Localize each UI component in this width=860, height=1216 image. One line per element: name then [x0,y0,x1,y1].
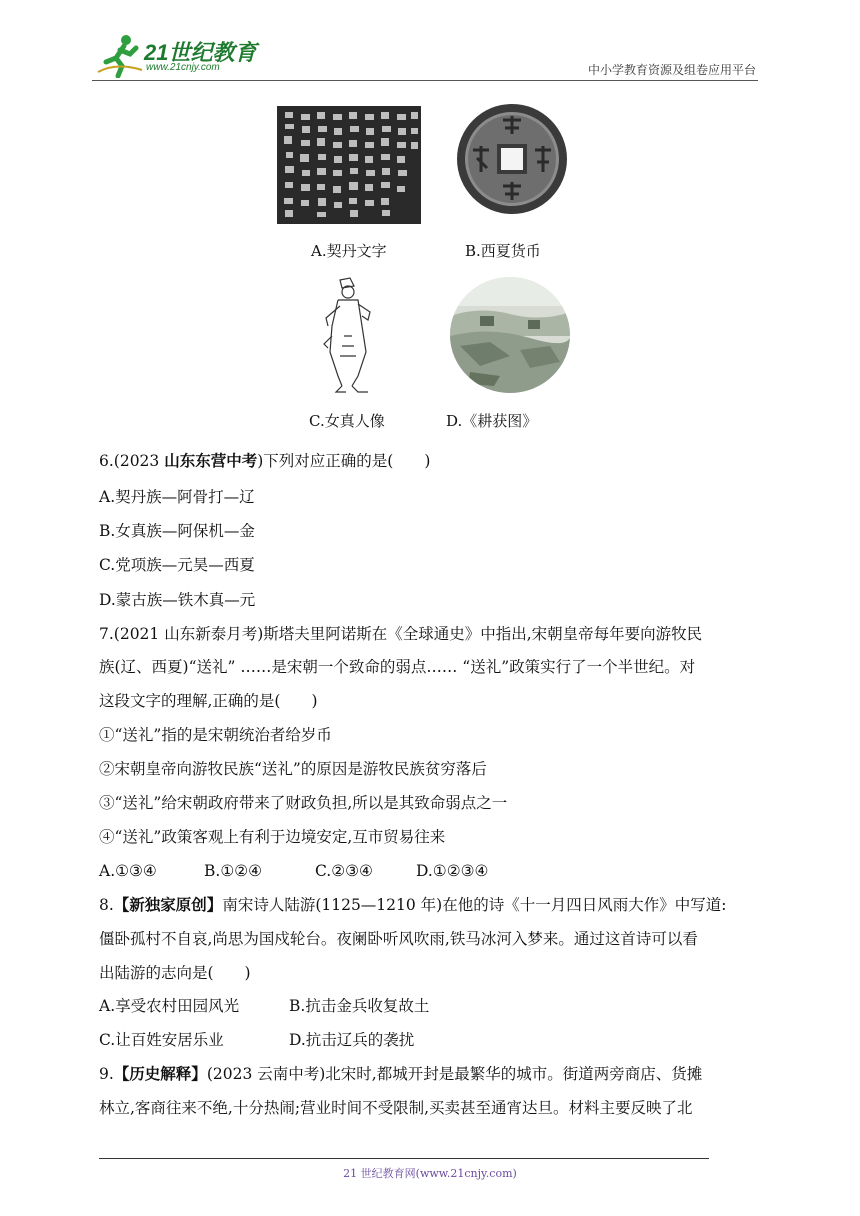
q6-suffix: )下列对应正确的是( ) [257,452,431,470]
logo-url: www.21cnjy.com [146,62,220,73]
q6-option-c: C.党项族—元昊—西夏 [99,556,255,574]
q8-options-row-1 [99,996,430,1016]
q6-source: 山东东营中考 [164,452,258,470]
q7-option-a: A.①③④ [99,862,157,880]
image-caption-b: B.西夏货币 [465,242,541,260]
q8-option-d: D.抗击辽兵的袭扰 [289,1031,415,1049]
q7-statement-1: ①“送礼”指的是宋朝统治者给岁币 [99,726,332,744]
q7-option-d: D.①②③④ [416,862,489,880]
image-caption-d: D.《耕获图》 [446,412,538,430]
header-platform-text: 中小学教育资源及组卷应用平台 [587,63,756,77]
xixia-coin-image [455,102,569,216]
q7-statement-2: ②宋朝皇帝向游牧民族“送礼”的原因是游牧民族贫穷落后 [99,760,487,778]
q7-line-2: 族(辽、西夏)“送礼” ……是宋朝一个致命的弱点…… “送礼”政策实行了一个半世纪。对 [99,658,696,676]
page-header [0,0,860,90]
q7-line-3: 这段文字的理解,正确的是( ) [99,692,318,710]
q7-line-1: 7.(2021 山东新泰月考)斯塔夫里阿诺斯在《全球通史》中指出,宋朝皇帝每年要向游牧民 [99,625,703,643]
q7-statement-3: ③“送礼”给宋朝政府带来了财政负担,所以是其致命弱点之一 [99,794,508,812]
khitan-script-image [277,106,421,224]
q6-prefix: 6.(2023 [99,452,165,470]
image-caption-c: C.女真人像 [309,412,385,430]
q7-statement-4: ④“送礼”政策客观上有利于边境安定,互市贸易往来 [99,828,446,846]
q8-line-2: 僵卧孤村不自哀,尚思为国戍轮台。夜阑卧听风吹雨,铁马冰河入梦来。通过这首诗可以看 [99,930,698,948]
q9-line-1 [99,1064,702,1084]
q7-option-b: B.①②④ [204,862,263,880]
jurchen-figure-image [318,276,380,394]
q9-tag: 【历史解释】 [113,1065,207,1083]
question-6-stem [99,451,430,471]
q6-option-a: A.契丹族—阿骨打—辽 [99,488,255,506]
q8-option-b: B.抗击金兵收复故土 [289,997,430,1015]
q6-option-d: D.蒙古族—铁木真—元 [99,591,256,609]
header-divider [92,80,758,81]
genghuo-painting-image [450,276,571,394]
q8-line-1 [99,895,726,915]
footer-divider [99,1158,709,1159]
site-logo [96,32,266,78]
q8-option-a: A.享受农村田园风光 [99,997,240,1015]
q8-number: 8. [99,896,114,914]
q8-options-row-2 [99,1030,415,1050]
q9-line-1-text: (2023 云南中考)北宋时,都城开封是最繁华的城市。街道两旁商店、货摊 [206,1065,703,1083]
q8-option-c: C.让百姓安居乐业 [99,1031,224,1049]
q6-option-b: B.女真族—阿保机—金 [99,522,255,540]
q9-number: 9. [99,1065,114,1083]
q8-line-3: 出陆游的志向是( ) [99,964,251,982]
q8-line-1-text: 南宋诗人陆游(1125—1210 年)在他的诗《十一月四日风雨大作》中写道: [222,896,727,914]
q7-options [99,861,489,881]
q7-option-c: C.②③④ [315,862,373,880]
q9-line-2: 林立,客商往来不绝,十分热闹;营业时间不受限制,买卖甚至通宵达旦。材料主要反映了北 [99,1099,693,1117]
image-caption-a: A.契丹文字 [311,242,387,260]
q8-tag: 【新独家原创】 [113,896,223,914]
logo-text: 21世纪教育 [144,40,257,65]
footer-text: 21 世纪教育网(www.21cnjy.com) [343,1167,517,1180]
runner-logo-icon [96,32,144,78]
